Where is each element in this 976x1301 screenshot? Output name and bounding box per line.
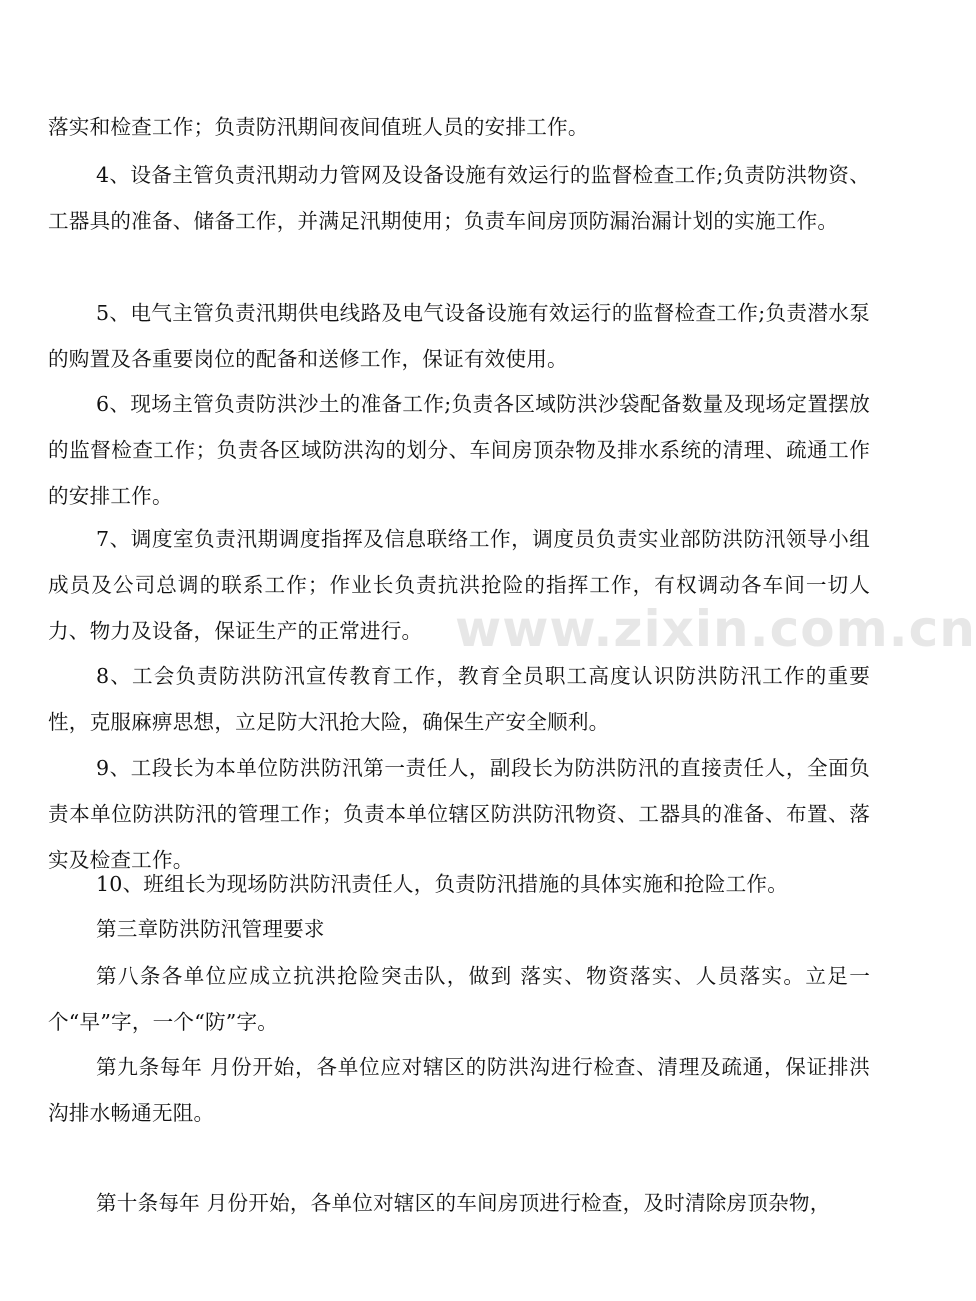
paragraph-item-6: 6、现场主管负责防洪沙土的准备工作;负责各区域防洪沙袋配备数量及现场定置摆放的监督检查工作；负责各区域防洪沟的划分、车间房顶杂物及排水系统的清理、疏通工作的安排工作。 [48,392,870,508]
paragraph-item-4: 4、设备主管负责汛期动力管网及设备设施有效运行的监督检查工作;负责防洪物资、工器具的准备、储备工作，并满足汛期使用；负责车间房顶防漏治漏计划的实施工作。 [48,163,870,233]
article-8: 第八条各单位应成立抗洪抢险突击队，做到 落实、物资落实、人员落实。立足一个“早”字，一个“防”字。 [48,964,870,1034]
article-9: 第九条每年 月份开始，各单位应对辖区的防洪沟进行检查、清理及疏通，保证排洪沟排水畅通无阻。 [48,1055,870,1125]
paragraph-item-9: 9、工段长为本单位防洪防汛第一责任人，副段长为防洪防汛的直接责任人，全面负责本单位防洪防汛的管理工作；负责本单位辖区防洪防汛物资、工器具的准备、布置、落实及检查工作。 [48,756,870,872]
article-10: 第十条每年 月份开始，各单位对辖区的车间房顶进行检查，及时清除房顶杂物， [96,1191,831,1215]
paragraph-item-5: 5、电气主管负责汛期供电线路及电气设备设施有效运行的监督检查工作;负责潜水泵的购置及各重要岗位的配备和送修工作，保证有效使用。 [48,301,870,371]
paragraph-item-8: 8、工会负责防洪防汛宣传教育工作，教育全员职工高度认识防洪防汛工作的重要性，克服麻痹思想，立足防大汛抢大险，确保生产安全顺利。 [48,664,870,734]
watermark-text: www.zixin.com.cn [455,600,976,658]
paragraph-continuation: 落实和检查工作；负责防汛期间夜间值班人员的安排工作。 [48,115,589,139]
chapter-heading: 第三章防洪防汛管理要求 [96,917,325,941]
paragraph-item-7: 7、调度室负责汛期调度指挥及信息联络工作，调度员负责实业部防洪防汛领导小组成员及公司总调的联系工作；作业长负责抗洪抢险的指挥工作，有权调动各车间一切人力、物力及设备，保证生产的正常进行。 [48,527,870,643]
paragraph-item-10: 10、班组长为现场防洪防汛责任人，负责防汛措施的具体实施和抢险工作。 [96,872,789,896]
